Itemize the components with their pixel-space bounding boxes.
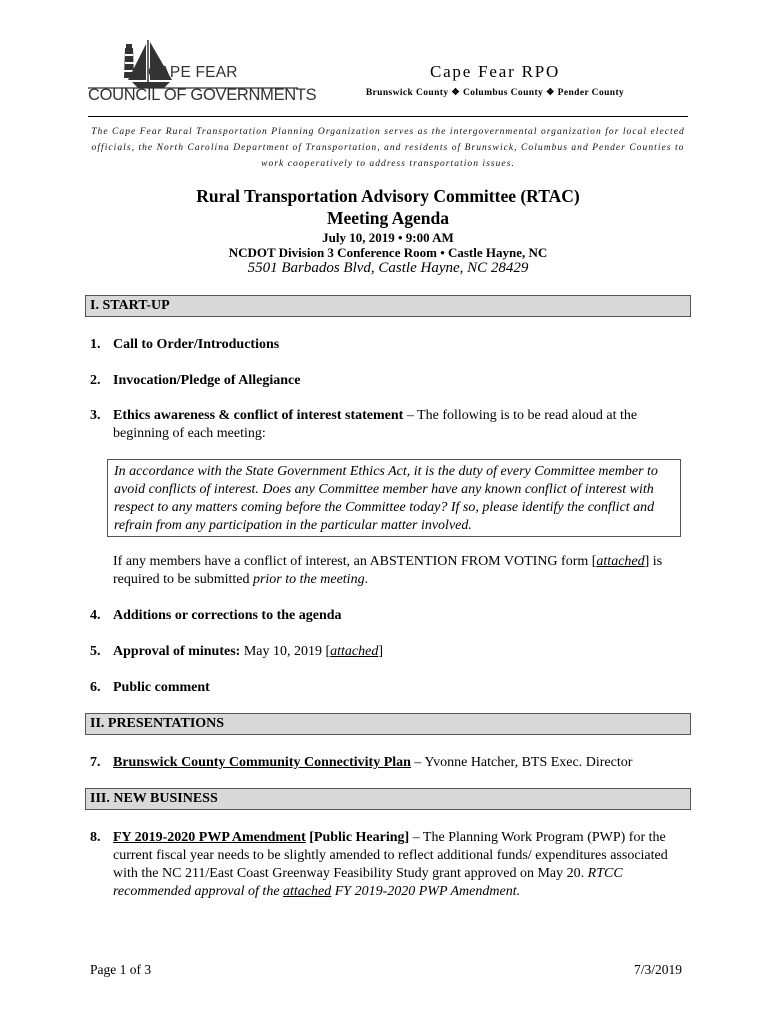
note-text: . [364, 572, 369, 587]
item-number: 4. [90, 608, 101, 623]
item-title: Invocation/Pledge of Allegiance [113, 373, 301, 388]
mission-statement: The Cape Fear Rural Transportation Planning Organization serves as the intergovernmental organization for local elected officials, the North Carolina Department of Transportation, and residents of Brunswick, Columbus and Pender Counties to work cooperatively to address transportation issues. [91, 127, 685, 169]
item-number: 8. [90, 830, 101, 845]
item-number: 7. [90, 755, 101, 770]
agenda-item-8 [90, 829, 685, 901]
item-text: – The following is to be read aloud at the beginning of each meeting: [113, 408, 638, 441]
meeting-date-time: July 10, 2019 • 9:00 AM [322, 230, 454, 245]
header-divider [88, 116, 688, 117]
section-presentations: II. PRESENTATIONS [85, 713, 691, 735]
item-number: 6. [90, 680, 101, 695]
agenda-item-7 [90, 754, 685, 772]
county-separator: ❖ [451, 88, 461, 98]
meeting-address: 5501 Barbados Blvd, Castle Hayne, NC 28429 [247, 260, 529, 276]
logo-text-cape-fear: CAPE FEAR [148, 64, 238, 81]
item-text: – The Planning Work Program (PWP) for the current fiscal year needs to be slightly amended to reflect additional funds/ expenditures associated with the NC 211/East Coast Greenway Feasibility Study grant approved on May 20. [113, 830, 668, 881]
county-columbus: Columbus County [462, 88, 544, 98]
agenda-item-5 [90, 643, 685, 661]
section-startup: I. START-UP [85, 295, 691, 317]
item-text: ] [378, 644, 384, 659]
item-text: – Yvonne Hatcher, BTS Exec. Director [410, 755, 633, 770]
note-emphasis: prior to the meeting [252, 572, 365, 587]
logo-text-council: COUNCIL OF GOVERNMENTS [88, 86, 317, 104]
item-text: May 10, 2019 [ [240, 644, 331, 659]
item-number: 3. [90, 408, 101, 423]
attached-link[interactable]: attached [283, 884, 332, 899]
meeting-location: NCDOT Division 3 Conference Room • Castle Hayne, NC [228, 245, 548, 260]
county-brunswick: Brunswick County [365, 88, 449, 98]
agenda-item-3 [90, 407, 685, 443]
agenda-title: Rural Transportation Advisory Committee (RTAC) [196, 186, 580, 206]
item-title: FY 2019-2020 PWP Amendment [113, 830, 306, 845]
agenda-item-4 [90, 607, 685, 625]
attached-link[interactable]: attached [330, 644, 379, 659]
recommendation-text: RTCC recommended approval of the [113, 866, 623, 899]
note-text: If any members have a conflict of interest, an ABSTENTION FROM VOTING form [ [113, 554, 597, 569]
item-number: 5. [90, 644, 101, 659]
public-hearing-tag: [Public Hearing] [309, 830, 410, 845]
item-title: Additions or corrections to the agenda [113, 608, 342, 623]
agenda-item-6 [90, 679, 685, 697]
attached-link[interactable]: attached [596, 554, 645, 569]
agenda-item-2 [90, 372, 685, 390]
recommendation-text: FY 2019-2020 PWP Amendment. [331, 884, 521, 899]
section-new-business: III. NEW BUSINESS [85, 788, 691, 810]
county-pender: Pender County [557, 88, 625, 98]
note-text: ] is required to be submitted [113, 554, 663, 587]
agenda-subtitle: Meeting Agenda [326, 208, 449, 228]
item-title: Public comment [113, 680, 210, 695]
page-number: Page 1 of 3 [90, 962, 152, 977]
footer-date: 7/3/2019 [633, 962, 682, 977]
item-number: 1. [90, 337, 101, 352]
item-title: Approval of minutes: [113, 644, 241, 659]
org-title: Cape Fear RPO [429, 62, 561, 81]
county-list [330, 87, 660, 98]
county-separator: ❖ [545, 88, 555, 98]
ethics-statement-box: In accordance with the State Government Ethics Act, it is the duty of every Committee member to avoid conflicts of interest. Does any Committee member have any known conflict of interest with respect to any matters coming before the Committee today? If so, please identify the conflict and refrain from any participation in the particular matter involved. [107, 459, 681, 537]
item-title: Call to Order/Introductions [113, 337, 280, 352]
agenda-item-1 [90, 336, 685, 354]
conflict-note [113, 553, 683, 589]
item-title: Ethics awareness & conflict of interest statement [113, 408, 404, 423]
item-title: Brunswick County Community Connectivity Plan [113, 755, 411, 770]
item-number: 2. [90, 373, 101, 388]
